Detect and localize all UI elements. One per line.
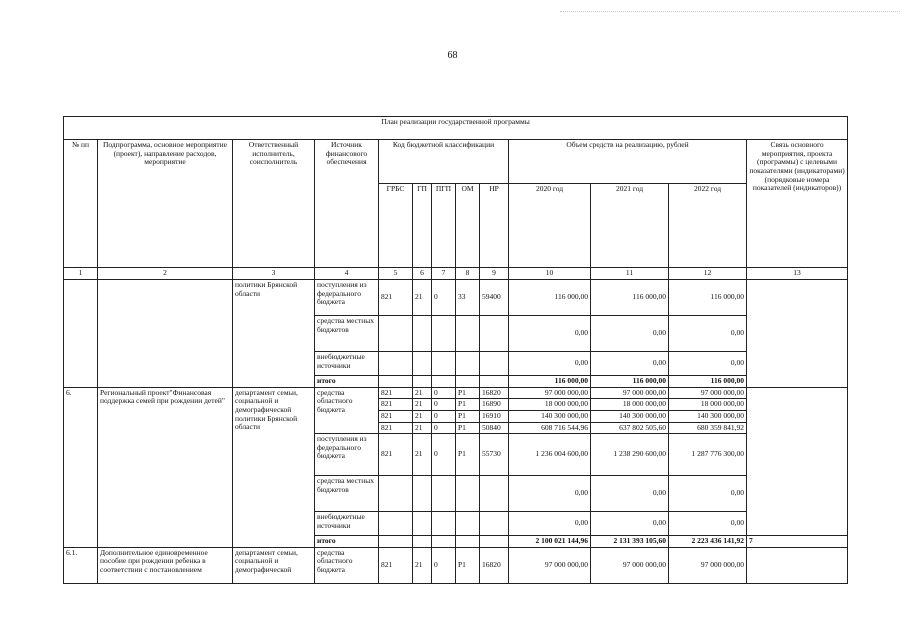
gp-cell: 21 xyxy=(413,547,432,583)
value-2021: 0,00 xyxy=(591,512,669,536)
grbs-cell: 821 xyxy=(379,399,413,411)
header-grbs: ГРБС xyxy=(379,184,413,268)
column-number: 11 xyxy=(591,268,669,280)
value-2021: 2 131 393 105,60 xyxy=(591,536,669,548)
om-cell: P1 xyxy=(456,422,480,434)
link-cell: 7 xyxy=(747,536,848,548)
column-number: 3 xyxy=(233,268,315,280)
grbs-cell: 821 xyxy=(379,280,413,316)
pgp-cell: 0 xyxy=(432,399,456,411)
page-number: 68 xyxy=(447,50,458,61)
om-cell: P1 xyxy=(456,547,480,583)
pgp-cell: 0 xyxy=(432,422,456,434)
column-number: 9 xyxy=(480,268,509,280)
responsible-cell: департамент семьи, социальной и демографической политики Брянской области xyxy=(233,387,315,547)
header-budget-code: Код бюджетной классификации xyxy=(379,140,509,184)
column-number: 12 xyxy=(669,268,747,280)
scan-artifact xyxy=(560,11,900,14)
column-number: 8 xyxy=(456,268,480,280)
value-2022: 97 000 000,00 xyxy=(669,387,747,399)
column-number: 7 xyxy=(432,268,456,280)
value-2021: 18 000 000,00 xyxy=(591,399,669,411)
nr-cell: 16820 xyxy=(480,547,509,583)
value-2020: 0,00 xyxy=(509,512,591,536)
num-cell: 6.1. xyxy=(64,547,98,583)
column-number-row xyxy=(64,268,848,280)
value-2022: 2 223 436 141,92 xyxy=(669,536,747,548)
gp-cell: 21 xyxy=(413,422,432,434)
program-cell xyxy=(98,280,233,388)
value-2022: 0,00 xyxy=(669,512,747,536)
header-link: Связь основного мероприятия, проекта (программы) с целевыми показателями (индикаторами) (порядковые номера показателей (индикаторов)) xyxy=(747,140,848,268)
table-row xyxy=(64,387,848,399)
om-cell: P1 xyxy=(456,387,480,399)
value-2022: 0,00 xyxy=(669,476,747,512)
value-2020: 97 000 000,00 xyxy=(509,387,591,399)
header-2021: 2021 год xyxy=(591,184,669,268)
gp-cell: 21 xyxy=(413,399,432,411)
source-cell: средства областного бюджета xyxy=(315,387,379,434)
grbs-cell: 821 xyxy=(379,547,413,583)
source-cell: итого xyxy=(315,376,379,388)
header-program: Подпрограмма, основное мероприятие (проект), направление расходов, мероприятие xyxy=(98,140,233,268)
om-cell: P1 xyxy=(456,399,480,411)
source-cell: внебюджетные источники xyxy=(315,352,379,376)
column-number: 6 xyxy=(413,268,432,280)
pgp-cell: 0 xyxy=(432,410,456,422)
value-2020: 140 300 000,00 xyxy=(509,410,591,422)
value-2022: 0,00 xyxy=(669,316,747,352)
column-number: 5 xyxy=(379,268,413,280)
source-cell: внебюджетные источники xyxy=(315,512,379,536)
om-cell: 33 xyxy=(456,280,480,316)
value-2020: 1 236 004 600,00 xyxy=(509,434,591,476)
column-number: 10 xyxy=(509,268,591,280)
value-2022: 0,00 xyxy=(669,352,747,376)
nr-cell: 50840 xyxy=(480,422,509,434)
grbs-cell: 821 xyxy=(379,387,413,399)
om-cell: P1 xyxy=(456,434,480,476)
value-2021: 116 000,00 xyxy=(591,280,669,316)
header-num: № пп xyxy=(64,140,98,268)
value-2020: 608 716 544,96 xyxy=(509,422,591,434)
nr-cell: 16890 xyxy=(480,399,509,411)
value-2021: 1 238 290 600,00 xyxy=(591,434,669,476)
value-2021: 0,00 xyxy=(591,476,669,512)
nr-cell: 16820 xyxy=(480,387,509,399)
responsible-cell: департамент семьи, социальной и демографической xyxy=(233,547,315,583)
value-2020: 0,00 xyxy=(509,476,591,512)
header-pgp: ПГП xyxy=(432,184,456,268)
column-number: 2 xyxy=(98,268,233,280)
column-number: 13 xyxy=(747,268,848,280)
source-cell: средства областного бюджета xyxy=(315,547,379,583)
header-gp: ГП xyxy=(413,184,432,268)
value-2021: 140 300 000,00 xyxy=(591,410,669,422)
value-2020: 116 000,00 xyxy=(509,280,591,316)
link-cell xyxy=(747,280,848,388)
value-2022: 18 000 000,00 xyxy=(669,399,747,411)
value-2020: 97 000 000,00 xyxy=(509,547,591,583)
header-volume: Объем средств на реализацию, рублей xyxy=(509,140,747,184)
responsible-cell: политики Брянской области xyxy=(233,280,315,388)
value-2021: 637 802 505,60 xyxy=(591,422,669,434)
nr-cell: 55730 xyxy=(480,434,509,476)
program-cell: Региональный проект"Финансовая поддержка семей при рождении детей" xyxy=(98,387,233,547)
header-responsible: Ответственный исполнитель, соисполнитель xyxy=(233,140,315,268)
table-row xyxy=(64,547,848,583)
value-2020: 116 000,00 xyxy=(509,376,591,388)
column-number: 1 xyxy=(64,268,98,280)
value-2022: 97 000 000,00 xyxy=(669,547,747,583)
source-cell: поступления из федерального бюджета xyxy=(315,434,379,476)
link-cell xyxy=(747,547,848,583)
nr-cell: 59400 xyxy=(480,280,509,316)
source-cell: поступления из федерального бюджета xyxy=(315,280,379,316)
header-source: Источник финансового обеспечения xyxy=(315,140,379,268)
pgp-cell: 0 xyxy=(432,280,456,316)
value-2021: 97 000 000,00 xyxy=(591,387,669,399)
source-cell: итого xyxy=(315,536,379,548)
value-2022: 116 000,00 xyxy=(669,280,747,316)
link-cell xyxy=(747,387,848,536)
num-cell: 6. xyxy=(64,387,98,547)
num-cell xyxy=(64,280,98,388)
value-2022: 680 359 841,92 xyxy=(669,422,747,434)
pgp-cell: 0 xyxy=(432,547,456,583)
value-2020: 18 000 000,00 xyxy=(509,399,591,411)
header-2020: 2020 год xyxy=(509,184,591,268)
value-2022: 116 000,00 xyxy=(669,376,747,388)
gp-cell: 21 xyxy=(413,387,432,399)
value-2021: 116 000,00 xyxy=(591,376,669,388)
value-2020: 0,00 xyxy=(509,352,591,376)
gp-cell: 21 xyxy=(413,434,432,476)
gp-cell: 21 xyxy=(413,410,432,422)
table-row xyxy=(64,280,848,316)
value-2021: 0,00 xyxy=(591,316,669,352)
grbs-cell: 821 xyxy=(379,434,413,476)
header-2022: 2022 год xyxy=(669,184,747,268)
column-number: 4 xyxy=(315,268,379,280)
implementation-plan-table xyxy=(63,116,848,584)
header-om: ОМ xyxy=(456,184,480,268)
value-2020: 0,00 xyxy=(509,316,591,352)
pgp-cell: 0 xyxy=(432,434,456,476)
source-cell: средства местных бюджетов xyxy=(315,316,379,352)
value-2021: 0,00 xyxy=(591,352,669,376)
value-2021: 97 000 000,00 xyxy=(591,547,669,583)
grbs-cell: 821 xyxy=(379,410,413,422)
source-cell: средства местных бюджетов xyxy=(315,476,379,512)
program-cell: Дополнительное единовременное пособие при рождении ребенка в соответствии с постановлением xyxy=(98,547,233,583)
nr-cell: 16910 xyxy=(480,410,509,422)
table-title: План реализации государственной программы xyxy=(64,117,848,140)
grbs-cell: 821 xyxy=(379,422,413,434)
value-2022: 1 287 776 300,00 xyxy=(669,434,747,476)
value-2020: 2 100 021 144,96 xyxy=(509,536,591,548)
header-nr: НР xyxy=(480,184,509,268)
value-2022: 140 300 000,00 xyxy=(669,410,747,422)
pgp-cell: 0 xyxy=(432,387,456,399)
gp-cell: 21 xyxy=(413,280,432,316)
om-cell: P1 xyxy=(456,410,480,422)
